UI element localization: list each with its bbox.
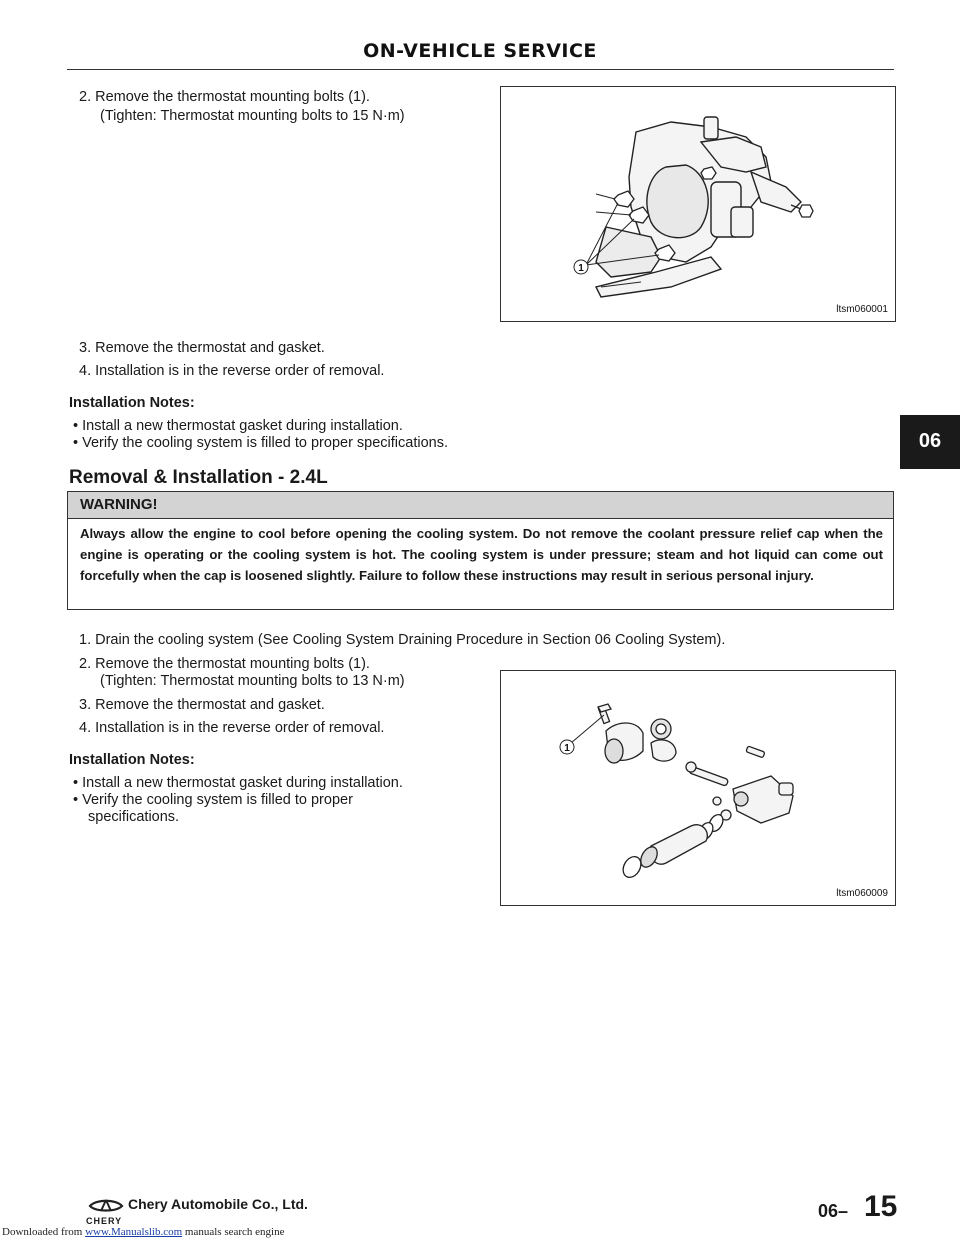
warning-box xyxy=(67,491,894,610)
step-4-text: 4. Installation is in the reverse order of removal. xyxy=(79,720,385,736)
bullet-marker: • xyxy=(73,775,79,791)
footer-company: Chery Automobile Co., Ltd. xyxy=(128,1196,308,1212)
manualslib-link[interactable]: www.Manualslib.com xyxy=(85,1226,183,1238)
page-header-title: ON-VEHICLE SERVICE xyxy=(363,40,597,62)
step-4-text: 4. Installation is in the reverse order of removal. xyxy=(79,363,385,379)
thermostat-exploded-illustration xyxy=(501,671,895,905)
figure-2-callout: 1 xyxy=(564,743,570,754)
step-3-text: 3. Remove the thermostat and gasket. xyxy=(79,340,325,356)
warning-header xyxy=(68,492,893,519)
header-rule xyxy=(67,69,894,70)
warning-title: WARNING! xyxy=(80,496,158,513)
download-suffix: manuals search engine xyxy=(182,1226,285,1238)
bullet-marker: • xyxy=(73,418,79,434)
thermostat-housing-figure xyxy=(500,86,896,322)
download-line xyxy=(2,1226,284,1238)
section-heading: Removal & Installation - 2.4L xyxy=(69,467,328,488)
step-2-torque: (Tighten: Thermostat mounting bolts to 15 N·m) xyxy=(100,108,405,124)
figure-2-caption: ltsm060009 xyxy=(836,888,888,899)
step-2-text: 2. Remove the thermostat mounting bolts (1). xyxy=(79,656,370,672)
page-number-prefix: 06– xyxy=(818,1201,849,1221)
chery-logo-icon xyxy=(88,1196,124,1218)
step-2-torque: (Tighten: Thermostat mounting bolts to 13 N·m) xyxy=(100,673,405,689)
bullet-marker: • xyxy=(73,435,79,451)
step-3-text: 3. Remove the thermostat and gasket. xyxy=(79,697,325,713)
chery-logo-text: CHERY xyxy=(86,1216,123,1226)
thermostat-housing-illustration xyxy=(501,87,895,321)
bullet-marker: • xyxy=(73,792,79,808)
bullet-text: Install a new thermostat gasket during installation. xyxy=(82,418,403,434)
installation-note-2 xyxy=(73,434,448,453)
bullet-text: Install a new thermostat gasket during installation. xyxy=(82,775,403,791)
figure-1-callout: 1 xyxy=(578,263,584,274)
figure-1-caption: ltsm060001 xyxy=(836,304,888,315)
section-tab-label: 06 xyxy=(918,430,942,452)
installation-notes-heading: Installation Notes: xyxy=(69,752,195,768)
step-1-text: 1. Drain the cooling system (See Cooling System Draining Procedure in Section 06 Cooling System). xyxy=(79,632,726,648)
thermostat-exploded-figure xyxy=(500,670,896,906)
installation-note-2-continued: specifications. xyxy=(88,809,180,825)
bullet-text: Verify the cooling system is filled to proper xyxy=(82,792,353,808)
download-prefix: Downloaded from xyxy=(2,1226,86,1238)
installation-notes-heading: Installation Notes: xyxy=(69,395,195,411)
section-tab xyxy=(900,415,960,469)
step-2-text: 2. Remove the thermostat mounting bolts (1). xyxy=(79,89,370,105)
page-number: 15 xyxy=(864,1190,898,1223)
bullet-text: Verify the cooling system is filled to proper specifications. xyxy=(82,435,449,451)
warning-text: Always allow the engine to cool before opening the cooling system. Do not remove the coolant pressure relief cap when the engine is operating or the cooling system is hot. The cooling system is under pressure; steam and hot liquid can come out forcefully when the cap is loosened slightly. Failure to follow these instructions may result in serious personal injury. xyxy=(80,526,883,583)
